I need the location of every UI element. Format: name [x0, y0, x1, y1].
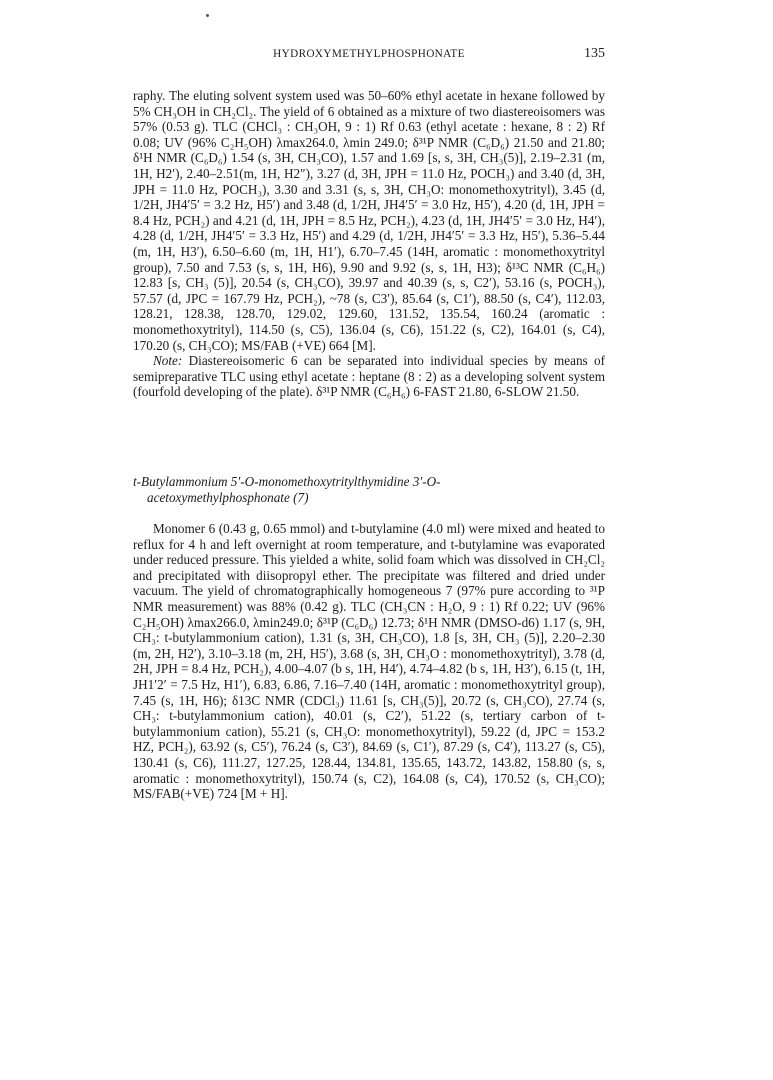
experimental-continuation: [133, 88, 605, 400]
compound-heading-line-2: acetoxymethylphosphonate (7): [147, 489, 309, 505]
note-text: Diastereoisomeric 6 can be separated into individual species by means of semipreparative TLC using ethyl acetate : heptane (8 : 2) as a developing solvent system (fourfold developing of the plate). δ³¹P NMR (C₆H₆) 6-FAST 21.80, 6-SLOW 21.50.: [133, 353, 605, 400]
compound-heading: [133, 474, 605, 505]
note-label: Note:: [153, 353, 183, 369]
page-header: [133, 48, 605, 68]
note-paragraph: [133, 353, 605, 400]
spectral-data-paragraph: raphy. The eluting solvent system used was 50–60% ethyl acetate in hexane followed by 5% CH₃OH in CH₂Cl₂. The yield of 6 obtained as a mixture of two diastereoisomers was 57% (0.53 g). TLC (CHCl₃ : CH₃OH, 9 : 1) Rf 0.63 (ethyl acetate : hexane, 8 : 2) Rf 0.08; UV (96% C₂H₅OH) λmax264.0, λmin 249.0; δ³¹P NMR (C₆D₆) 21.50 and 21.80; δ¹H NMR (C₆D₆) 1.54 (s, 3H, CH₃CO), 1.57 and 1.69 [s, s, 3H, CH₃(5)], 2.19–2.31 (m, 1H, H2′), 2.40–2.51(m, 1H, H2″), 3.27 (d, 3H, JPH = 11.0 Hz, POCH₃) and 3.40 (d, 3H, JPH = 11.0 Hz, POCH₃), 3.30 and 3.31 (s, s, 3H, CH₃O: monomethoxytrityl), 3.45 (d, 1/2H, JH4′5′ = 3.2 Hz, H5′) and 3.48 (d, 1/2H, JH4′5′ = 3.0 Hz, H5′), 4.20 (d, 1H, JPH = 8.4 Hz, PCH₂) and 4.21 (d, 1H, JPH = 8.5 Hz, PCH₂), 4.23 (d, 1H, JH4′5′ = 3.0 Hz, H4′), 4.28 (d, 1/2H, JH4′5′ = 3.3 Hz, H5′) and 4.29 (d, 1/2H, JH4′5′ = 3.3 Hz, H5′), 5.36–5.44 (m, 1H, H3′), 6.50–6.60 (m, 1H, H1′), 6.70–7.45 (14H, aromatic : monomethoxytrityl group), 7.50 and 7.53 (s, s, 1H, H6), 9.90 and 9.92 (s, s, 1H, H3); δ¹³C NMR (C₆H₆) 12.83 [s, CH₃ (5)], 20.54 (s, CH₃CO), 39.97 and 40.39 (s, s, C2′), 53.16 (s, POCH₃), 57.57 (d, JPC = 167.79 Hz, PCH₂), ~78 (s, C3′), 85.64 (s, C1′), 88.50 (s, C4′), 112.03, 128.21, 128.38, 128.70, 129.02, 129.60, 131.52, 135.54, 160.24 (aromatic : monomethoxytrityl), 114.50 (s, C5), 136.04 (s, C6), 151.22 (s, C2), 164.01 (s, C4), 170.20 (s, CH₃CO); MS/FAB (+VE) 664 [M].: [133, 88, 605, 353]
compound-7-procedure: [133, 521, 605, 802]
compound-heading-line-1: t-Butylammonium 5′-O-monomethoxytritylthymidine 3′-O-: [133, 474, 441, 489]
page-number: 135: [584, 46, 605, 61]
scan-speck: [206, 14, 209, 17]
procedure-paragraph: Monomer 6 (0.43 g, 0.65 mmol) and t-butylamine (4.0 ml) were mixed and heated to reflux for 4 h and left overnight at room temperature, and t-butylamine was evaporated under reduced pressure. This yielded a white, solid foam which was dissolved in CH₂Cl₂ and precipitated with diisopropyl ether. The precipitate was filtered and dried under vacuum. The yield of chromatographically homogeneous 7 (97% pure according to ³¹P NMR measurement) was 88% (0.42 g). TLC (CH₃CN : H₂O, 9 : 1) Rf 0.22; UV (96% C₂H₅OH) λmax266.0, λmin249.0; δ³¹P (C₆D₆) 12.73; δ¹H NMR (DMSO-d6) 1.17 (s, 9H, CH₃: t-butylammonium cation), 1.31 (s, 3H, CH₃CO), 1.8 [s, 3H, CH₃ (5)], 2.20–2.30 (m, 2H, H2′), 3.10–3.18 (m, 2H, H5′), 3.68 (s, 3H, CH₃O : monomethoxytrityl), 3.78 (d, 2H, JPH = 8.4 Hz, PCH₂), 4.00–4.07 (b s, 1H, H4′), 4.74–4.82 (b s, 1H, H3′), 6.15 (t, 1H, JH1′2′ = 7.5 Hz, H1′), 6.83, 6.86, 7.16–7.40 (14H, aromatic : monomethoxytrityl group), 7.45 (s, 1H, H6); δ13C NMR (CDCl₃) 11.61 [s, CH₃(5)], 20.72 (s, CH₃CO), 27.74 (s, CH₃: t-butylammonium cation), 40.01 (s, C2′), 51.22 (s, tertiary carbon of t-butylammonium cation), 55.21 (s, CH₃O: monomethoxytrityl), 59.22 (d, JPC = 153.2 HZ, PCH₂), 63.92 (s, C5′), 76.24 (s, C3′), 84.69 (s, C1′), 87.29 (s, C4′), 113.27 (s, C5), 130.41 (s, C6), 111.27, 127.25, 128.44, 134.81, 135.65, 143.72, 143.82, 158.80 (s, s, aromatic : monomethoxytrityl), 150.74 (s, C2), 164.08 (s, C4), 170.52 (s, CH₃CO); MS/FAB(+VE) 724 [M + H].: [133, 521, 605, 802]
running-title: HYDROXYMETHYLPHOSPHONATE: [273, 48, 465, 60]
